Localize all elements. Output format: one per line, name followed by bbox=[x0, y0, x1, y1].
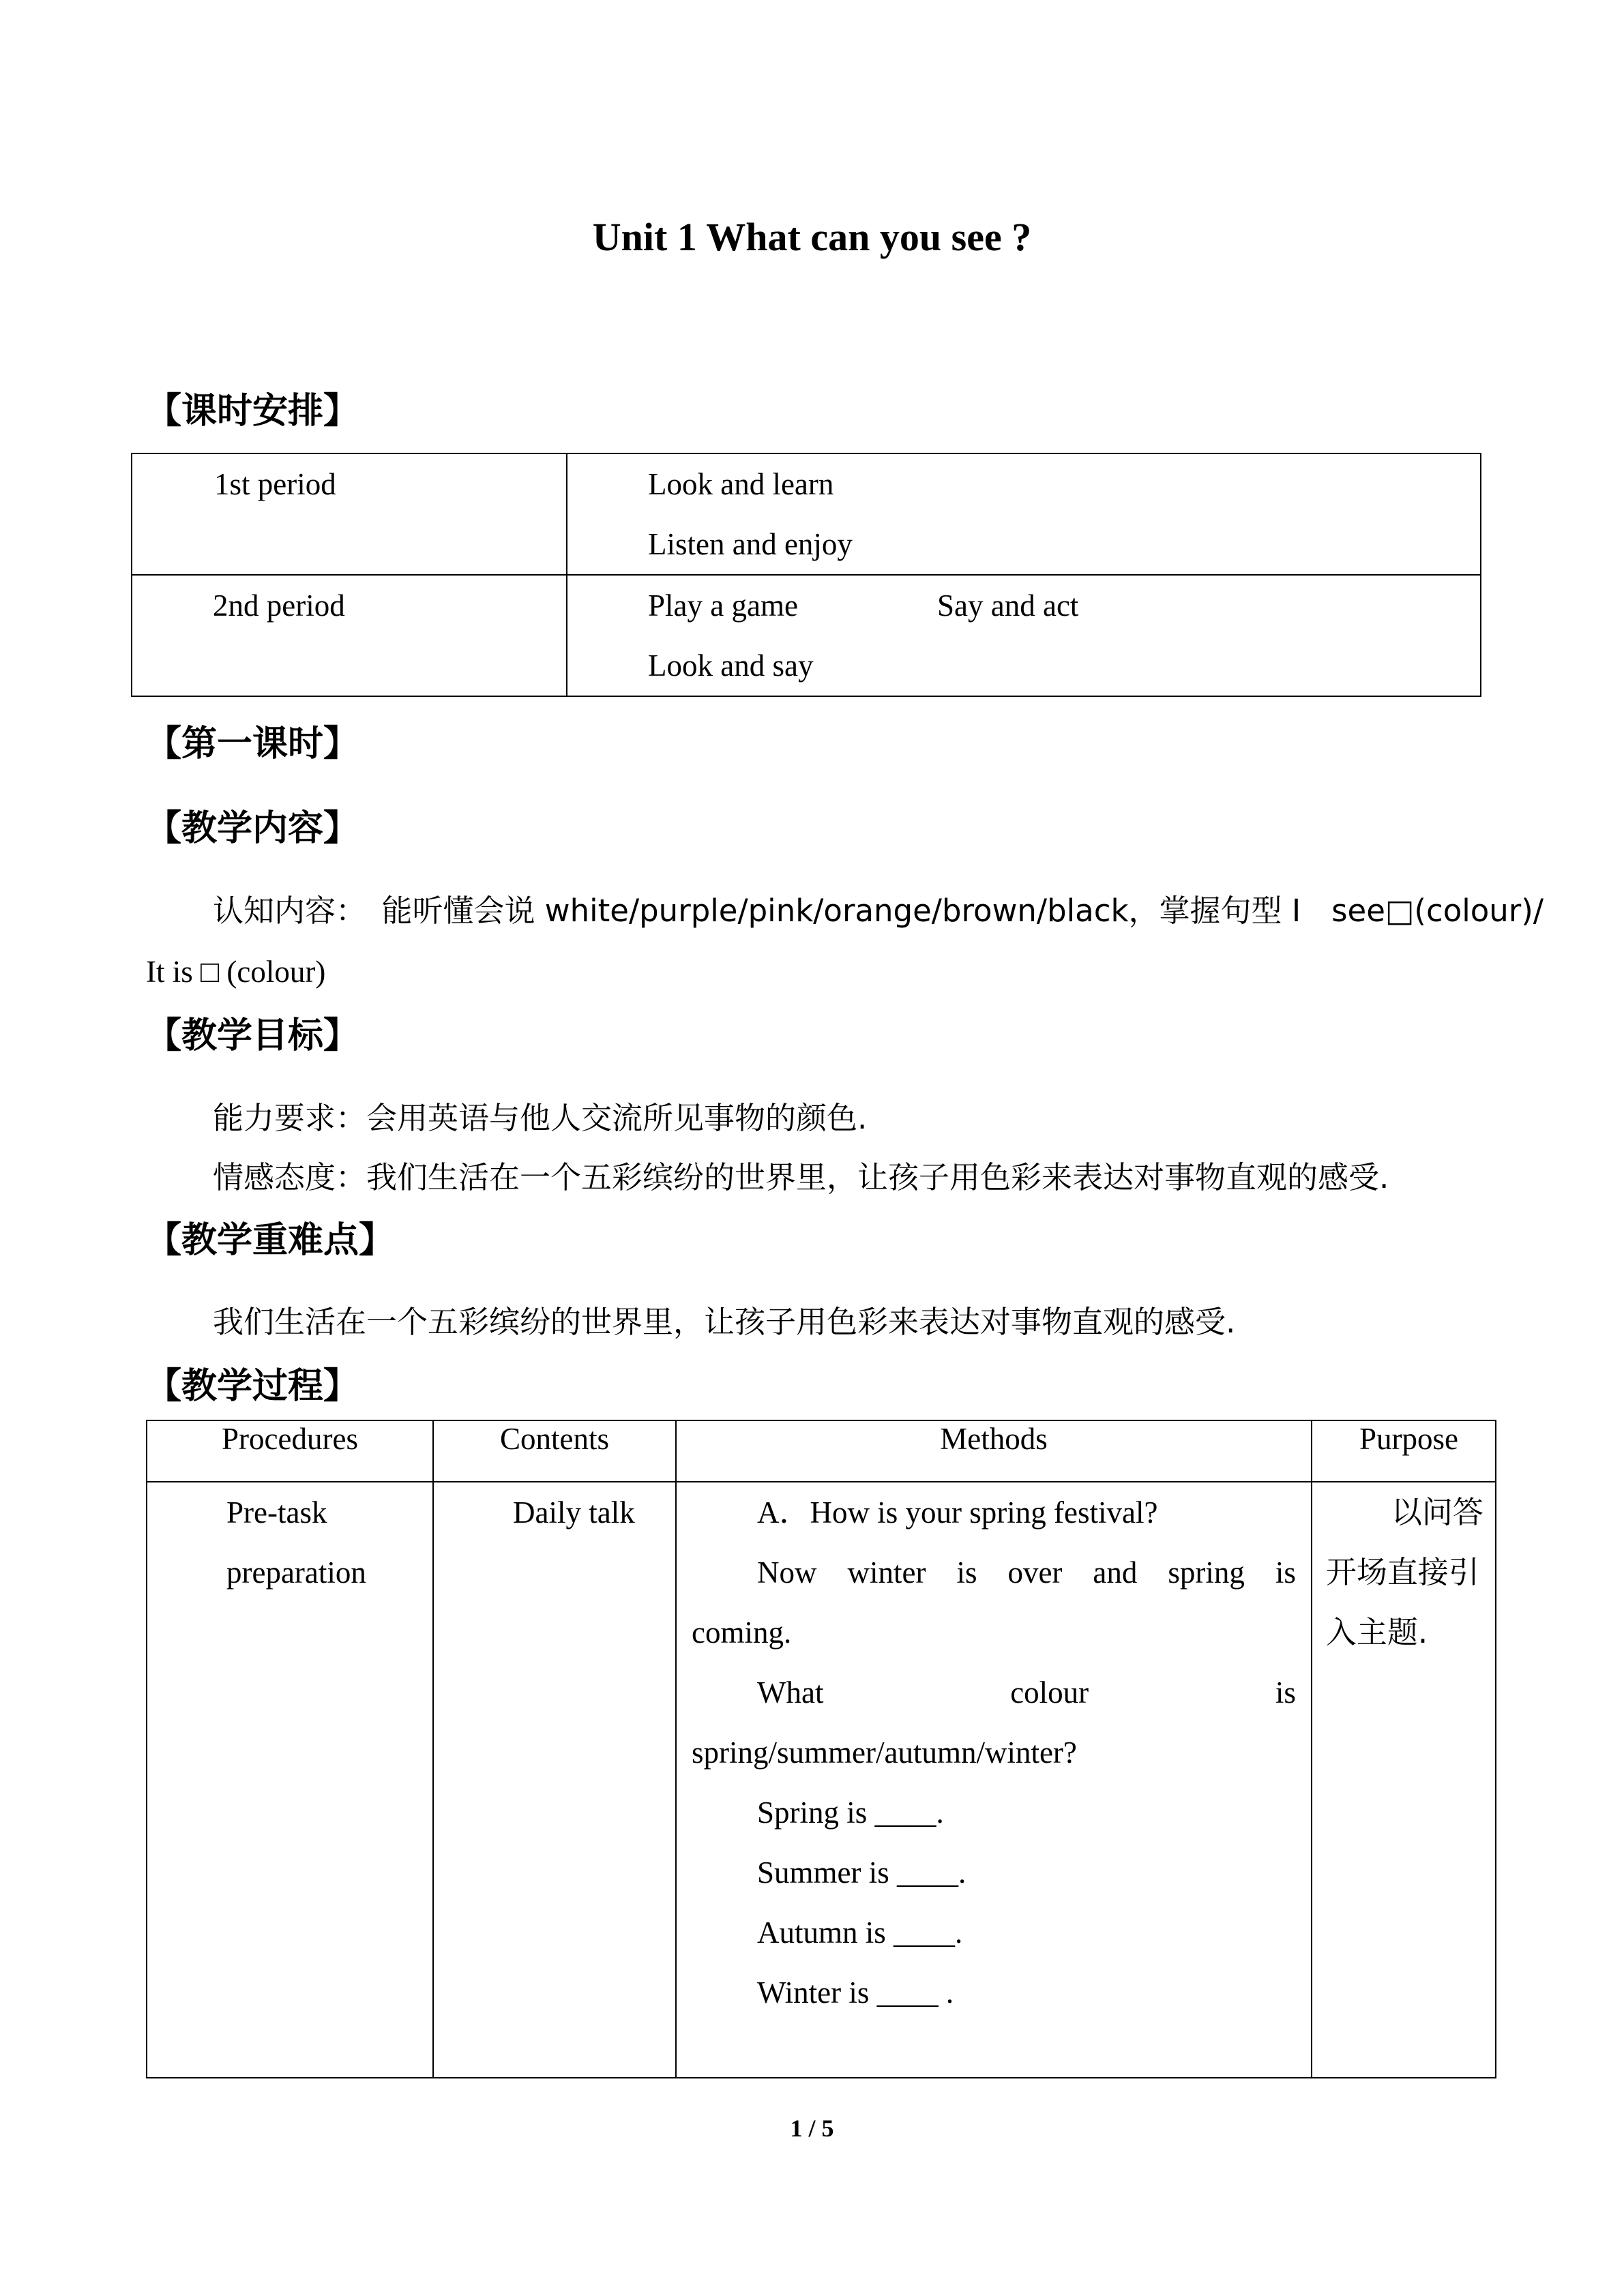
column-header: Purpose bbox=[1312, 1420, 1496, 1482]
purpose-text: 以问答 bbox=[1391, 1494, 1483, 1530]
heading-key-points: 【教学重难点】 bbox=[146, 1220, 395, 1261]
schedule-table bbox=[131, 453, 1481, 697]
period-item: Look and learn bbox=[648, 467, 834, 501]
table-row bbox=[132, 575, 1481, 696]
method-line: A．How is your spring festival? bbox=[757, 1495, 1158, 1530]
goal-ability: 能力要求：会用英语与他人交流所见事物的颜色. bbox=[213, 1100, 868, 1136]
content-line: It is □ (colour) bbox=[146, 955, 326, 989]
column-header: Contents bbox=[433, 1420, 676, 1482]
column-header: Procedures bbox=[147, 1420, 433, 1482]
purpose-text: 开场直接引 bbox=[1325, 1554, 1479, 1590]
contents-text: Daily talk bbox=[513, 1495, 635, 1530]
table-row bbox=[147, 1482, 1496, 2078]
content-line: 认知内容： 能听懂会说 white/purple/pink/orange/brown/black，掌握句型 I see□(colour)/ bbox=[213, 893, 1544, 929]
purpose-text: 入主题. bbox=[1325, 1614, 1428, 1650]
period-item: Play a game bbox=[648, 588, 798, 623]
procedure-text: preparation bbox=[226, 1555, 366, 1590]
method-line: Summer is ____. bbox=[757, 1855, 966, 1890]
page-number: 1 / 5 bbox=[790, 2115, 834, 2142]
column-header: Methods bbox=[676, 1420, 1312, 1482]
heading-goals: 【教学目标】 bbox=[146, 1015, 359, 1056]
goal-emotion: 情感态度：我们生活在一个五彩缤纷的世界里，让孩子用色彩来表达对事物直观的感受. bbox=[213, 1159, 1389, 1195]
method-line: Now winter is over and spring is bbox=[757, 1555, 1296, 1590]
document-title: Unit 1 What can you see ? bbox=[592, 215, 1032, 259]
method-line: Winter is ____ . bbox=[757, 1976, 954, 2010]
method-line: Spring is ____. bbox=[757, 1795, 944, 1830]
heading-first-lesson: 【第一课时】 bbox=[146, 724, 359, 764]
period-label: 2nd period bbox=[213, 588, 345, 623]
heading-content: 【教学内容】 bbox=[146, 808, 359, 849]
key-points-text: 我们生活在一个五彩缤纷的世界里，让孩子用色彩来表达对事物直观的感受. bbox=[213, 1304, 1236, 1340]
method-line: What colour is bbox=[757, 1675, 1296, 1710]
period-label: 1st period bbox=[214, 467, 336, 501]
period-item: Say and act bbox=[937, 588, 1079, 623]
method-line: Autumn is ____. bbox=[757, 1915, 963, 1950]
method-line: spring/summer/autumn/winter? bbox=[692, 1735, 1077, 1770]
table-header-row bbox=[147, 1420, 1496, 1482]
process-table bbox=[146, 1420, 1496, 2078]
heading-schedule: 【课时安排】 bbox=[146, 391, 359, 432]
procedure-text: Pre-task bbox=[226, 1495, 327, 1530]
method-line: coming. bbox=[692, 1615, 792, 1650]
heading-process: 【教学过程】 bbox=[146, 1366, 359, 1407]
period-item: Listen and enjoy bbox=[648, 527, 853, 561]
period-item: Look and say bbox=[648, 648, 814, 683]
table-row bbox=[132, 453, 1481, 575]
